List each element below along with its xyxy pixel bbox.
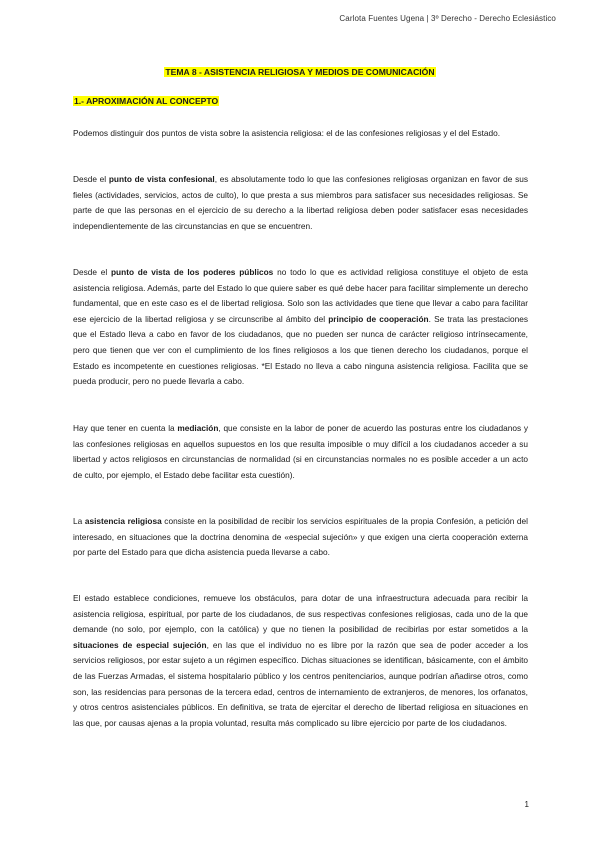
paragraph-2 (73, 172, 528, 234)
paragraph-5-bold: asistencia religiosa (84, 516, 162, 526)
paragraph-4-bold: mediación (177, 423, 219, 433)
paragraph-3-text: . Se trata las prestaciones que el Estado lleva a cabo en favor de los ciudadanos, que no pueden ser nunca de carácter religioso intrínsecamente, pero que tienen que ver con el cumplimiento de los fines religiosos a los que tienen derecho los ciudadanos, porque el Estado es incompetente en cuestiones religiosas. *El Estado no lleva a cabo ninguna asistencia religiosa. Facilita que se pueda producir, pero no puede llevarla a cabo. (73, 313, 528, 387)
section-heading-text: 1.- APROXIMACIÓN AL CONCEPTO (74, 96, 219, 106)
paragraph-3-text: no todo lo que es actividad religiosa constituye el objeto de esta asistencia religiosa. Además, parte del Estado lo que quiere saber es qué debe hacer para facilitar simplemente un derecho fundamental, que en este caso es el de libertad religiosa. Solo son las actividades que tiene que llevar a cabo para facilitar ese ejercicio de la libertad religiosa y se circunscribe al ámbito del (73, 267, 528, 324)
paragraph-5-text: consiste en la posibilidad de recibir los servicios espirituales de la propia Confesión, a petición del interesado, en situaciones que la doctrina denomina de «especial sujeción» y que exigen una cierta cooperación externa por parte del Estado para que dicha asistencia pueda llevarse a cabo. (73, 516, 529, 558)
paragraph-3-text: Desde el (73, 267, 111, 277)
paragraph-3 (73, 265, 528, 390)
document-title-text: TEMA 8 - ASISTENCIA RELIGIOSA Y MEDIOS DE COMUNICACIÓN (165, 67, 435, 77)
paragraph-2-text: Desde el (73, 174, 109, 184)
paragraph-4 (73, 421, 528, 483)
section-heading (73, 96, 219, 106)
paragraph-1: Podemos distinguir dos puntos de vista sobre la asistencia religiosa: el de las confesiones religiosas y el del Estado. (73, 128, 501, 138)
page-number: 1 (524, 800, 529, 809)
paragraph-3-bold: principio de cooperación (328, 313, 429, 324)
paragraph-6-bold: situaciones de especial sujeción (73, 639, 207, 650)
paragraph-2-bold: punto de vista confesional (108, 174, 215, 184)
paragraph-2-text: , es absolutamente todo lo que las confesiones religiosas organizan en favor de sus fieles (actividades, servicios, actos de culto), lo que presta a sus miembros para satisfacer sus necesidades religiosas. Se parte de que las personas en el ejercicio de su derecho a la libertad religiosa deben poder satisfacer esas necesidades independientemente de las circunstancias en que se encuentren. (73, 174, 528, 231)
paragraph-5 (73, 514, 528, 561)
paragraph-5-text: La (73, 516, 85, 526)
paragraph-6 (73, 591, 528, 731)
paragraph-6-text: , en las que el individuo no es libre por la razón que sea de poder acceder a los servicios religiosos, por estar sujeto a un régimen específico. Dichas situaciones se identifican, básicamente, con el ámbito de las Fuerzas Armadas, el sistema hospitalario público y los centros penitenciarios, aunque podrían añadirse otros, como son, las residencias para personas de la tercera edad, centros de internamiento de extranjeros, de menores, los orfanatos, y otros centros asistenciales públicos. En definitiva, se trata de ejercitar el derecho de libertad religiosa en situaciones en las que, por causas ajenas a la propia voluntad, resulta más complicado su libre ejercicio por parte de los ciudadanos. (73, 639, 529, 728)
paragraph-4-text: Hay que tener en cuenta la (73, 423, 178, 433)
paragraph-4-text: , que consiste en la labor de poner de acuerdo las posturas entre los ciudadanos y las confesiones religiosas en aquellos supuestos en los que resulta imposible o muy difícil a los ciudadanos acceder a su libertad y actos religiosos en circunstancias de normalidad (si en circunstancias normales no es posible acceder a un acto de culto, por ejemplo, el Estado debe facilitar esta cuestión). (73, 423, 528, 480)
page-header: Carlota Fuentes Ugena | 3º Derecho - Derecho Eclesiástico (339, 14, 556, 23)
paragraph-6-text: El estado establece condiciones, remueve los obstáculos, para dotar de una infraestructura adecuada para recibir la asistencia religiosa, espiritual, por parte de los ciudadanos, de sus respectivas confesiones religiosas, cada uno de la que demande (no solo, por ejemplo, con la católica) y que no tienen la posibilidad de recibirlas por estar sometidos a la (73, 593, 528, 635)
document-title (0, 67, 600, 77)
paragraph-3-bold: punto de vista de los poderes públicos (110, 267, 274, 277)
